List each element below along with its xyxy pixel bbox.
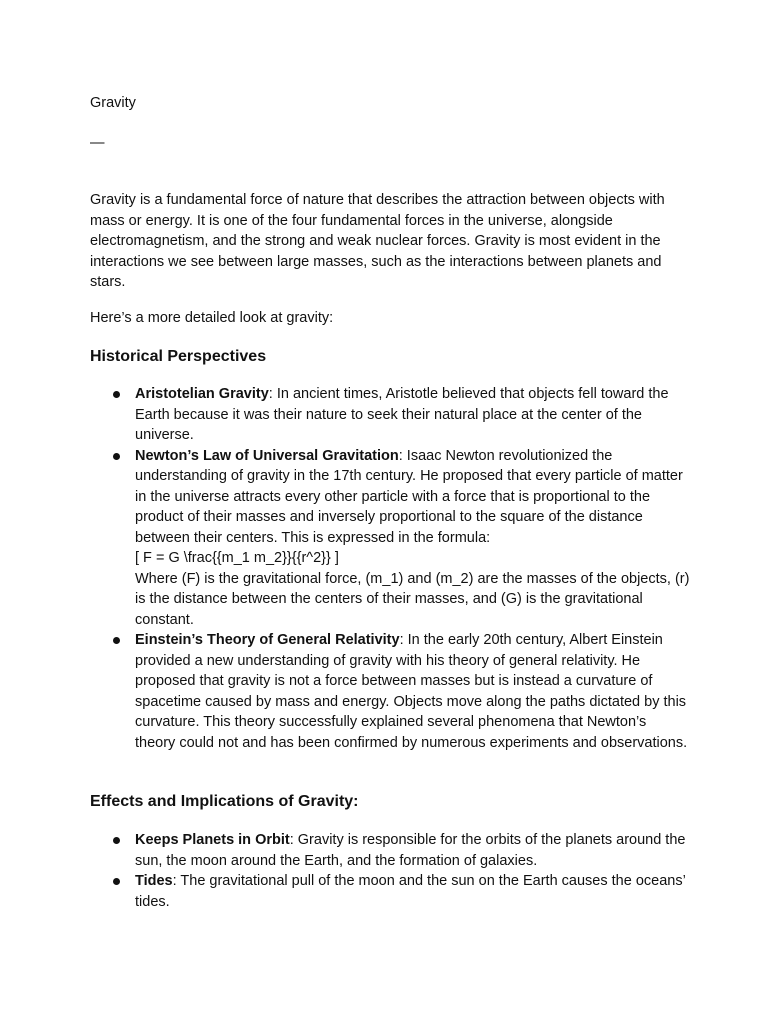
bullet-icon [113, 637, 120, 644]
title-separator: — [90, 135, 105, 151]
bullet-icon [113, 453, 120, 460]
formula-explanation: Where (F) is the gravitational force, (m_1) and (m_2) are the masses of the objects, (r) is the distance between the centers of their masses, and (G) is the gravitational constant. [135, 570, 690, 628]
list-item-term: Aristotelian Gravity [135, 386, 269, 402]
list-item-term: Newton’s Law of Universal Gravitation [135, 447, 399, 464]
document-title: Gravity [90, 95, 136, 111]
list-item [90, 830, 690, 871]
section-heading-effects: Effects and Implications of Gravity: [90, 793, 359, 810]
list-item [90, 384, 690, 446]
section-heading-historical: Historical Perspectives [90, 348, 267, 365]
list-item-term: Einstein’s Theory of General Relativity [135, 632, 400, 648]
bullet-icon [113, 837, 120, 844]
effects-list [90, 830, 690, 912]
list-item-text: : Isaac Newton revolutionized the understanding of gravity in the 17th century. He proposed that every particle of matter in the universe attracts every other particle with a force that is proportional to the product of their masses and inversely proportional to the square of the distance between their centers. This is expressed in the formula: [135, 447, 683, 546]
formula: [ F = G \frac{{m_1 m_2}}{{r^2}} ] [135, 550, 339, 566]
list-item-term: Tides [135, 873, 173, 889]
historical-list [90, 384, 690, 753]
list-item-text: : The gravitational pull of the moon and the sun on the Earth causes the oceans’ tides. [135, 873, 686, 910]
list-item [90, 630, 690, 753]
bullet-icon [113, 391, 120, 398]
list-item [90, 871, 690, 912]
list-item-text: : In ancient times, Aristotle believed that objects fell toward the Earth because it was their nature to seek their natural place at the center of the universe. [135, 386, 669, 443]
list-item [90, 446, 690, 631]
lead-paragraph: Here’s a more detailed look at gravity: [90, 310, 334, 326]
intro-paragraph: Gravity is a fundamental force of nature that describes the attraction between objects with mass or energy. It is one of the four fundamental forces in the universe, alongside electromagnetism, and the strong and weak nuclear forces. Gravity is most evident in the interactions we see between large masses, such as the interactions between planets and stars. [90, 192, 665, 290]
list-item-term: Keeps Planets in Orbit [135, 832, 290, 848]
list-item-text: : In the early 20th century, Albert Einstein provided a new understanding of gravity with his theory of general relativity. He proposed that gravity is not a force between masses but is instead a curvature of spacetime caused by mass and energy. Objects move along the paths dictated by this curvature. This theory successfully explained several phenomena that Newton’s theory could not and has been confirmed by numerous experiments and observations. [135, 632, 688, 751]
list-item-text: : Gravity is responsible for the orbits of the planets around the sun, the moon around the Earth, and the formation of galaxies. [135, 832, 686, 869]
bullet-icon [113, 878, 120, 885]
